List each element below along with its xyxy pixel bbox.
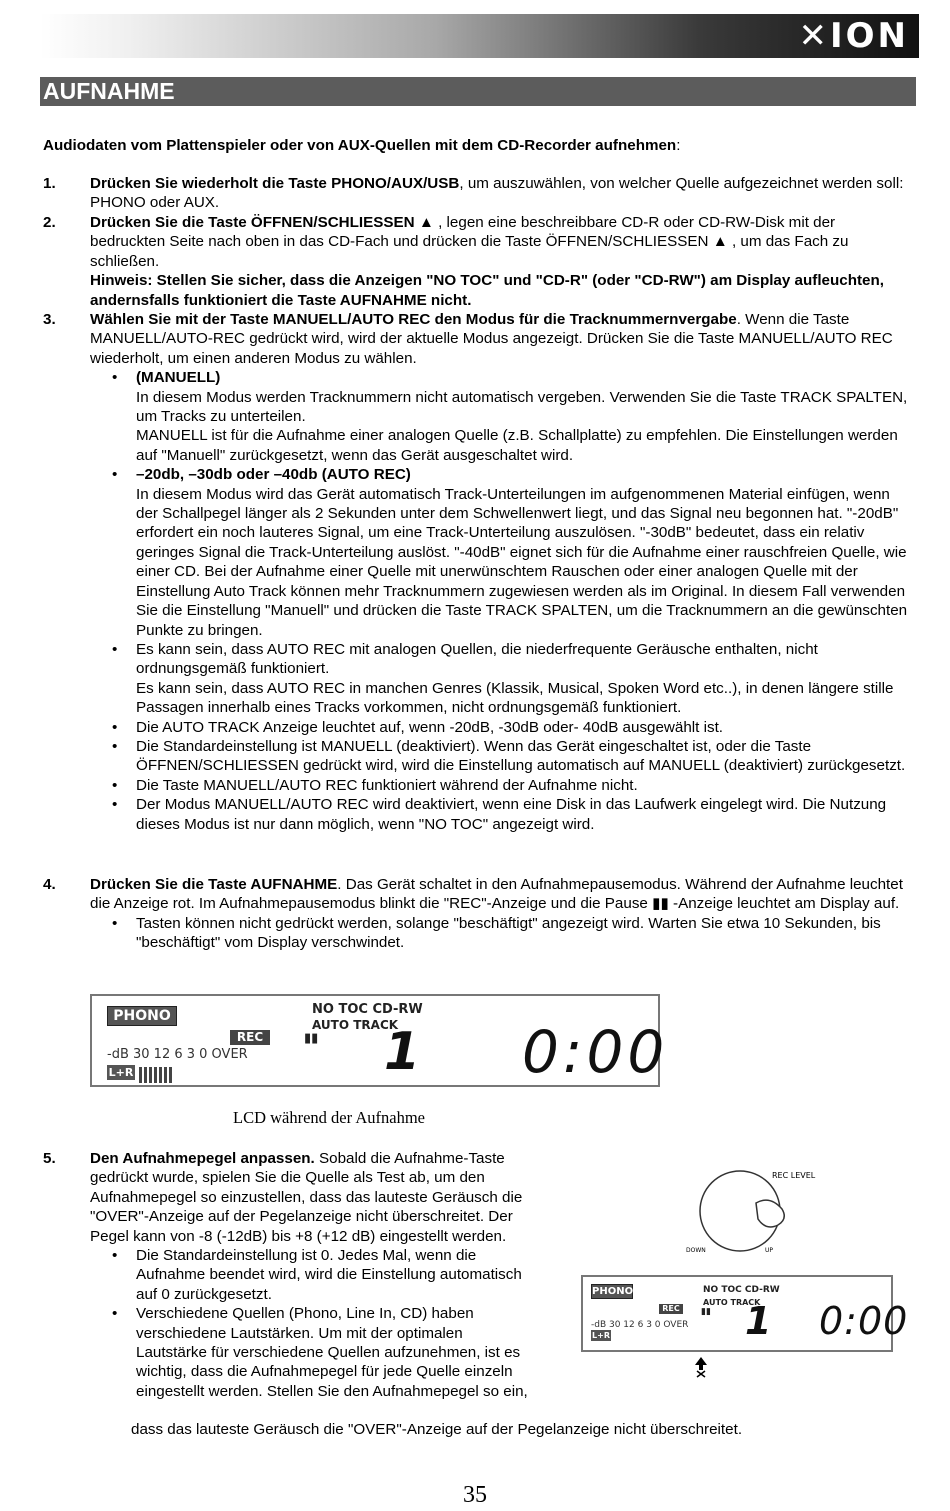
level-bars [139,1064,174,1083]
list-item [90,1304,530,1401]
bullet-line: • Es kann sein, dass AUTO REC mit analogen Quellen, die niederfrequente Geräusche enthalten, nicht ordnungsgemäß funktioniert. [136,640,818,678]
bullet-line: Es kann sein, dass AUTO REC in manchen Genres (Klassik, Musical, Spoken Word etc..), in denen längere stille Passagen innerhalb eines Tracks vorkommen, nicht ordnungsgemäß funktioniert. [136,679,894,717]
lcd-display-large [90,994,669,1087]
knob-down-label: DOWN [686,1247,706,1254]
channel-indicator: L+R [592,1331,610,1340]
step-text: , legen eine beschreibbare CD-R oder CD-RW-Disk mit der bedruckten Seite nach oben in das CD-Fach und drücken die Taste ÖFFNEN/SCHLIESSEN ▲ , um das Fach zu schließen. [90,214,849,270]
bullet-line: • Die Standardeinstellung ist 0. Jedes Mal, wenn die Aufnahme beendet wird, wird die Einstellung automatisch auf 0 zurückgesetzt. [136,1247,522,1303]
status-bottom: AUTO TRACK [312,1018,399,1032]
section-title: AUFNAHME [40,77,916,106]
bullet-line: • Tasten können nicht gedrückt werden, solange "beschäftigt" angezeigt wird. Warten Sie etwa 10 Sekunden, bis "beschäftigt" vom Display verschwindet. [136,914,881,952]
list-item [90,776,913,795]
intro-text [43,136,903,155]
bullet-line: In diesem Modus werden Tracknummern nicht automatisch vergeben. Verwenden Sie die Taste TRACK SPALTEN, um Tracks zu unterteilen. [136,388,908,426]
rec-indicator: REC [230,1030,270,1045]
bullet-line: • Verschiedene Quellen (Phono, Line In, CD) haben verschiedene Lautstärken. Um mit der optimalen Lautstärke für verschiedene Quellen aufzunehmen, ist es wichtig, dass die Aufnahmepegel für jede Quelle einzeln eingestellt werden. Stellen Sie den Aufnahmepegel so ein, [136,1305,528,1400]
list-item [90,1246,530,1304]
bullet-title: • (MANUELL) [136,369,221,387]
knob-up-label: UP [765,1247,774,1254]
list-item [90,718,913,737]
list-item [90,368,913,465]
lcd-display-small [581,1275,909,1352]
channel-indicator: L+R [108,1066,134,1079]
track-number: 1 [745,1299,772,1343]
arrow-up-icon [692,1356,710,1378]
bullet-line: • Die Taste MANUELL/AUTO REC funktioniert während der Aufnahme nicht. [136,776,638,794]
bullet-line: • Die Standardeinstellung ist MANUELL (deaktiviert). Wenn das Gerät eingeschaltet ist, oder die Taste ÖFFNEN/SCHLIESSEN gedrückt wird, wird die Einstellung automatisch auf MANUELL (deaktiviert) zurückgesetzt. [136,737,906,775]
header-bar [40,14,919,58]
step-text: . Das Gerät schaltet in den Aufnahmepausemodus. Während der Aufnahme leuchtet die Anzeige rot. Im Aufnahmepausemodus blinkt die "REC"-Anzeige und die Pause ▮▮ -Anzeige leuchtet am Display auf. [90,876,903,913]
step-number: 5. [43,1150,56,1167]
time-readout: 0:00 [819,1299,909,1343]
pause-indicator: ▮▮ [304,1031,319,1046]
step-text: Sobald die Aufnahme-Taste gedrückt wurde, spielen Sie die Quelle als Test ab, um den Aufnahmepegel so einzustellen, dass das lauteste Geräusch die "OVER"-Anzeige auf der Pegelanzeige nicht überschreitet. Der Pegel kann von -8 (-12dB) bis +8 (+12 dB) eingestellt werden. [90,1150,523,1245]
step-lead: Drücken Sie die Taste ÖFFNEN/SCHLIESSEN ▲ [90,214,434,231]
step-lead: Drücken Sie die Taste AUFNAHME [90,876,338,893]
bullet-line: In diesem Modus wird das Gerät automatisch Track-Unterteilungen im aufgenommenen Material einfügen, wenn der Schallpegel länger als 2 Sekunden unter dem Schwellenwert liegt, und das Signal neu begonnen hat. "-20dB" erfordert ein noch lauteres Signal, um eine Track-Unterteilung auszulösen. "-30dB" bedeutet, dass ein relativ geringes Signal die Track-Unterteilung auslöst. "-40dB" eignet sich für die Aufnahme einer rauschfreien Quelle, wie einer CD. Bei der Aufnahme einer Quelle mit unerwünschtem Rauschen oder einer analogen Quelle mit der Einstellung Auto Track können mehr Tracknummern zugewiesen werden als im Original. In diesem Fall verwenden Sie die Einstellung "Manuell" und drücken die Taste TRACK SPALTEN, um die Tracknummern an die gewünschten Punkte zu bringen. [136,485,908,639]
list-item [90,640,913,718]
level-meter: -dB 30 12 6 3 0 OVER [591,1320,689,1330]
rec-indicator: REC [659,1304,683,1314]
bullet-line: • Die AUTO TRACK Anzeige leuchtet auf, wenn -20dB, -30dB oder- 40dB ausgewählt ist. [136,718,724,736]
step-number: 2. [43,214,56,231]
list-item [90,737,913,776]
step-number: 4. [43,876,56,893]
bullet-line: • Der Modus MANUELL/AUTO REC wird deaktiviert, wenn eine Disk in das Laufwerk eingelegt wird. Die Nutzung dieses Modus ist nur dann möglich, wenn "NO TOC" angezeigt wird. [136,796,887,833]
bullet-title: • –20db, –30db oder –40db (AUTO REC) [136,466,411,484]
intro-bold: Audiodaten vom Plattenspieler oder von AUX-Quellen mit dem CD-Recorder aufnehmen [43,137,677,154]
step-2 [43,213,913,310]
step-1 [43,174,913,213]
status-bottom: AUTO TRACK [703,1298,761,1307]
list-item [90,914,913,953]
list-item [90,795,913,834]
step-5-tail: dass das lauteste Geräusch die "OVER"-Anzeige auf der Pegelanzeige nicht überschreitet. [131,1421,743,1438]
status-top: NO TOC CD-RW [703,1285,780,1295]
track-number: 1 [384,1022,421,1082]
list-item [90,465,913,640]
lcd-caption: LCD während der Aufnahme [233,1108,425,1127]
step-note: Hinweis: Stellen Sie sicher, dass die Anzeigen "NO TOC" und "CD-R" (oder "CD-RW") am Display aufleuchten, andernsfalls funktioniert die Taste AUFNAHME nicht. [90,272,884,309]
step-4-bullets [90,914,913,953]
step-lead: Drücken Sie wiederholt die Taste PHONO/AUX/USB [90,175,460,192]
step-text: . Wenn die Taste MANUELL/AUTO-REC gedrückt wird, wird der aktuelle Modus angezeigt. Drücken Sie die Taste MANUELL/AUTO REC wiederholt, um einen anderen Modus zu wählen. [90,311,893,367]
step-5-bullets [90,1246,530,1401]
step-number: 1. [43,175,56,192]
bullet-line: MANUELL ist für die Aufnahme einer analogen Quelle (z.B. Schallplatte) zu empfehlen. Die Einstellungen werden auf "Manuell" zurückgesetzt, wenn das Gerät ausgeschaltet wird. [136,427,898,464]
time-readout: 0:00 [522,1018,669,1086]
step-lead: Den Aufnahmepegel anpassen. [90,1150,315,1167]
intro-tail: : [676,137,681,154]
step-5 [43,1149,563,1401]
step-lead: Wählen Sie mit der Taste MANUELL/AUTO REC den Modus für die Tracknummernvergabe [90,311,737,328]
knob-label: REC LEVEL [772,1171,816,1180]
step-number: 3. [43,311,56,328]
pause-indicator: ▮▮ [701,1307,711,1317]
phono-indicator: PHONO [592,1286,634,1297]
step-3-bullets [90,368,913,834]
page-number: 35 [463,1482,487,1508]
level-meter: -dB 30 12 6 3 0 OVER [107,1047,248,1062]
status-top: NO TOC CD-RW [312,1002,423,1017]
step-3 [43,310,913,834]
phono-indicator: PHONO [107,1006,177,1026]
rec-level-knob-illustration [680,1163,830,1263]
step-4 [43,875,913,953]
ion-logo: ✕ION [798,16,909,56]
step-text: , um auszuwählen, von welcher Quelle aufgezeichnet werden soll: PHONO oder AUX. [90,175,904,212]
